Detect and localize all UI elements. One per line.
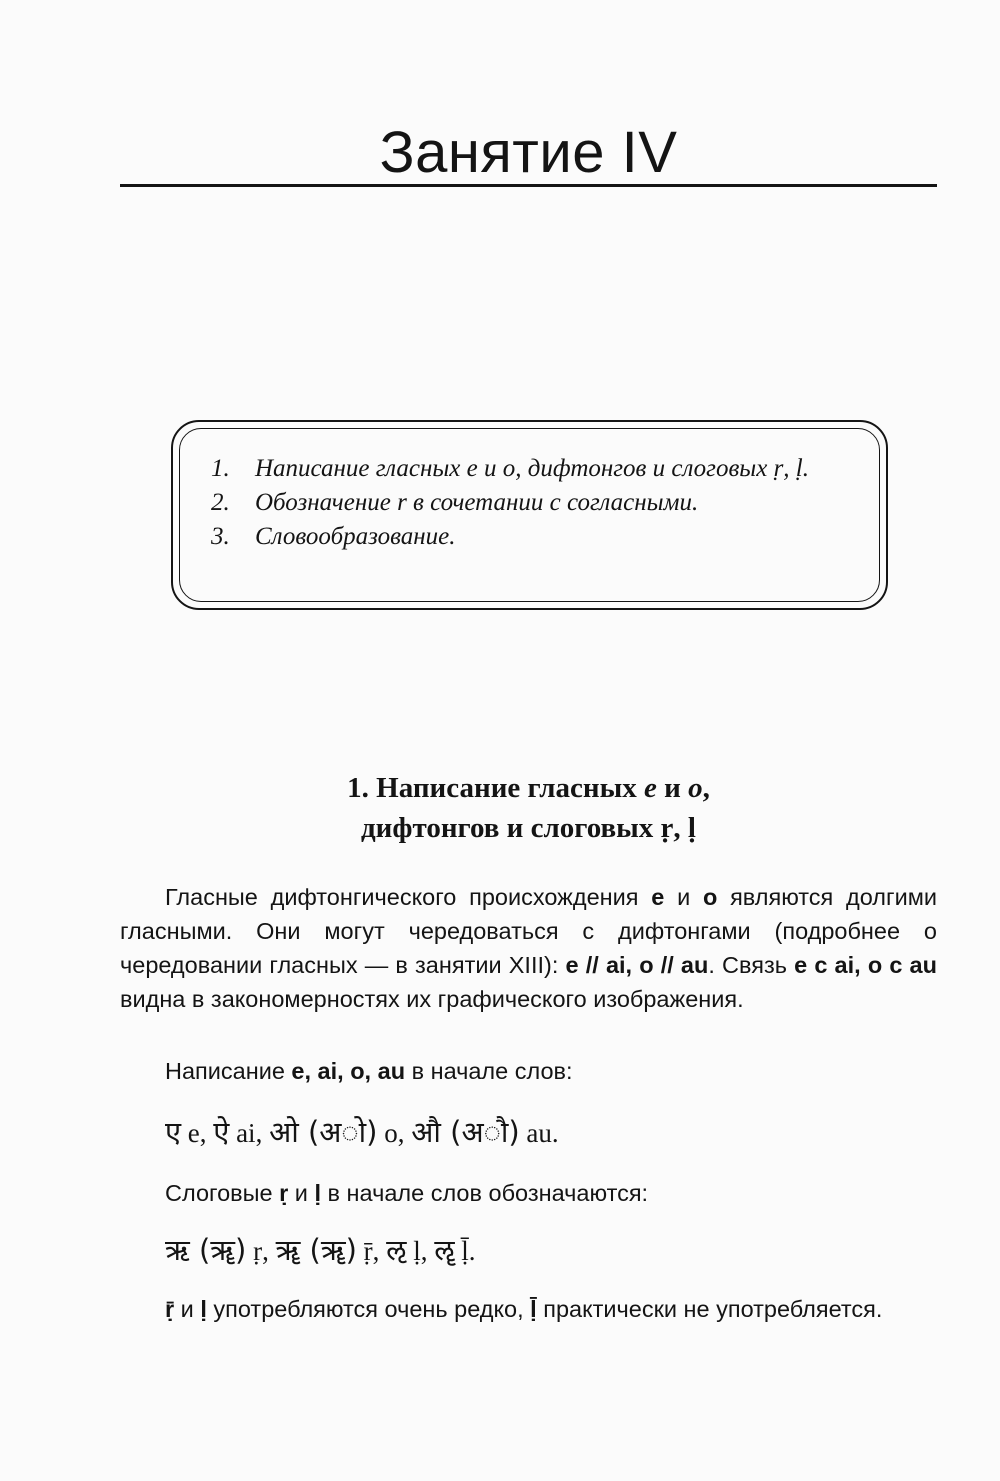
bold-term: е, ai, о, au bbox=[291, 1058, 406, 1084]
text-run: и bbox=[174, 1296, 201, 1322]
devanagari-glyph: ऐ bbox=[213, 1115, 230, 1149]
bold-term: ḷ bbox=[200, 1296, 207, 1322]
section-heading bbox=[120, 768, 937, 848]
transliteration: e, bbox=[181, 1118, 214, 1148]
text-run: и bbox=[664, 884, 703, 910]
paragraph-rare-usage bbox=[120, 1292, 937, 1326]
example-line bbox=[120, 1230, 937, 1271]
outline-item-text: Обозначение r в сочетании с согласными. bbox=[255, 489, 699, 516]
transliteration: ḷ, bbox=[406, 1236, 435, 1266]
transliteration: o, bbox=[377, 1118, 412, 1148]
transliteration: au. bbox=[519, 1118, 559, 1148]
transliteration: ṛ, bbox=[246, 1236, 276, 1266]
paragraph-text bbox=[120, 1292, 937, 1326]
text-run: . Связь bbox=[708, 952, 795, 978]
text-run: в начале слов: bbox=[405, 1058, 573, 1084]
bold-term: е // ai, о // au bbox=[565, 952, 709, 978]
devanagari-glyph: औ (अौ) bbox=[411, 1115, 520, 1149]
paragraph-text bbox=[120, 880, 937, 1016]
section-heading-line-2: дифтонгов и слоговых ṛ, ḷ bbox=[361, 812, 696, 844]
text-run: в начале слов обозначаются: bbox=[321, 1180, 649, 1206]
devanagari-glyph: ॠ (ॠ) bbox=[275, 1233, 357, 1267]
paragraph-diphthong-origin bbox=[120, 880, 937, 1016]
text-run: видна в закономерностях их графического изображения. bbox=[120, 986, 744, 1012]
outline-item bbox=[211, 486, 862, 520]
devanagari-glyph: ए bbox=[165, 1115, 182, 1149]
bold-term: ṛ bbox=[279, 1180, 289, 1206]
devanagari-glyph: ॡ bbox=[434, 1233, 455, 1267]
outline-item-text: Написание гласных е и о, дифтонгов и слоговых ṛ, ḷ. bbox=[255, 455, 809, 482]
section-heading-line-1 bbox=[120, 768, 937, 808]
outline-item-number: 2. bbox=[211, 489, 230, 516]
bold-term: ṝ bbox=[165, 1296, 175, 1322]
transliteration: ṝ, bbox=[356, 1236, 387, 1266]
text-run: Гласные дифтонгического происхождения bbox=[165, 884, 652, 910]
bold-term: ḷ bbox=[314, 1180, 321, 1206]
paragraph-text bbox=[120, 1176, 937, 1210]
paragraph-text bbox=[120, 1054, 937, 1088]
outline-item-text: Словообразование. bbox=[255, 523, 456, 550]
chapter-title: Занятие IV bbox=[379, 120, 678, 185]
devanagari-example-vowels bbox=[120, 1112, 937, 1153]
bold-term: ḹ bbox=[530, 1296, 537, 1322]
heading-text: , bbox=[702, 772, 710, 804]
heading-text: 1. Написание гласных bbox=[347, 772, 644, 804]
devanagari-glyph: ऌ bbox=[386, 1233, 407, 1267]
bold-term: е с ai, о с au bbox=[794, 952, 937, 978]
heading-vowel-e: е bbox=[643, 772, 657, 804]
outline-list bbox=[211, 452, 862, 554]
paragraph-initial-writing bbox=[120, 1054, 937, 1088]
devanagari-glyph: ओ (अो) bbox=[269, 1115, 378, 1149]
text-run: употребляются очень редко, bbox=[206, 1296, 531, 1322]
text-run: и bbox=[288, 1180, 315, 1206]
paragraph-syllabic-vowels bbox=[120, 1176, 937, 1210]
outline-item-number: 1. bbox=[211, 455, 230, 482]
text-run: Написание bbox=[165, 1058, 292, 1084]
outline-item bbox=[211, 520, 862, 554]
transliteration: ḹ. bbox=[454, 1236, 476, 1266]
title-rule bbox=[120, 184, 937, 187]
outline-item-number: 3. bbox=[211, 523, 230, 550]
bold-term: о bbox=[702, 884, 718, 910]
text-run: Слоговые bbox=[165, 1180, 280, 1206]
devanagari-example-syllabic bbox=[120, 1230, 937, 1271]
text-run: практически не употребляется. bbox=[536, 1296, 883, 1322]
bold-term: е bbox=[651, 884, 665, 910]
transliteration: ai, bbox=[229, 1118, 270, 1148]
heading-vowel-o: о bbox=[688, 772, 703, 804]
heading-text: и bbox=[656, 772, 689, 804]
example-line bbox=[120, 1112, 937, 1153]
lesson-outline-box bbox=[171, 420, 888, 610]
text-run: являются долгими гласными. Они могут чередоваться с дифтонгами (подробнее о чередовании гласных — в занятии XIII): bbox=[120, 884, 937, 978]
devanagari-glyph: ऋ (ॠ) bbox=[165, 1233, 247, 1267]
outline-item bbox=[211, 452, 862, 486]
